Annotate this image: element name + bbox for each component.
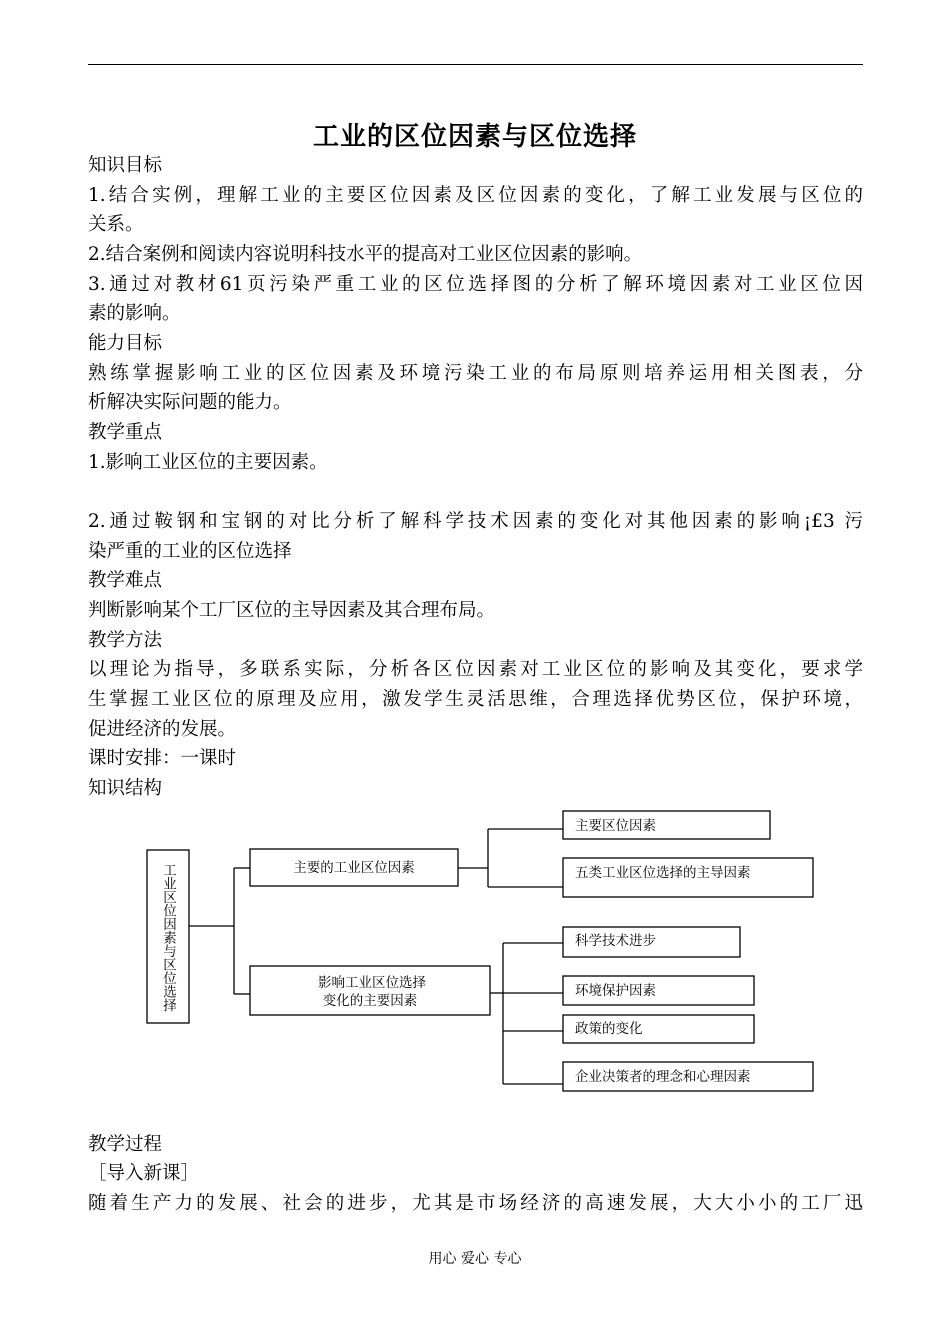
schedule-line: 课时安排：一课时 — [88, 748, 237, 769]
diagram-branch2-label-line2: 变化的主要因素 — [322, 993, 418, 1009]
paragraph-key-2-line2: 染严重的工业的区位选择 — [88, 541, 292, 562]
intro-heading: ［导入新课］ — [88, 1163, 200, 1184]
paragraph-intro-line1: 随着生产力的发展、社会的进步，尤其是市场经济的高速发展，大大小小的工厂迅 — [88, 1193, 863, 1214]
heading-knowledge-goals: 知识目标 — [88, 155, 163, 176]
diagram-item-label: 五类工业区位选择的主导因素 — [575, 865, 751, 881]
paragraph-ability-line2: 析解决实际问题的能力。 — [88, 392, 292, 413]
paragraph-method-line1: 以理论为指导，多联系实际，分析各区位因素对工业区位的影响及其变化，要求学 — [88, 659, 863, 680]
diagram-root-label: 工业区位因素与区位选择 — [160, 863, 176, 1012]
diagram-item-label: 政策的变化 — [575, 1021, 643, 1037]
paragraph-knowledge-3-line1: 3.通过对教材61页污染严重工业的区位选择图的分析了解环境因素对工业区位因 — [88, 274, 863, 295]
heading-teaching-process: 教学过程 — [88, 1134, 163, 1155]
diagram-item-label: 企业决策者的理念和心理因素 — [575, 1069, 751, 1085]
paragraph-knowledge-3-line2: 素的影响。 — [88, 303, 181, 324]
diagram-branch2-label-line1: 影响工业区位选择 — [318, 975, 426, 991]
paragraph-difficulty: 判断影响某个工厂区位的主导因素及其合理布局。 — [88, 600, 496, 621]
diagram-item-label: 环境保护因素 — [575, 983, 656, 999]
diagram-branch1-label: 主要的工业区位因素 — [293, 860, 415, 876]
paragraph-key-2-line1: 2.通过鞍钢和宝钢的对比分析了解科学技术因素的变化对其他因素的影响¡£3 污 — [88, 511, 863, 532]
paragraph-knowledge-1-line1: 1.结合实例，理解工业的主要区位因素及区位因素的变化，了解工业发展与区位的 — [88, 185, 863, 206]
page-footer: 用心 爱心 专心 — [428, 1251, 522, 1267]
paragraph-method-line3: 促进经济的发展。 — [88, 719, 237, 740]
diagram-item-label: 主要区位因素 — [575, 818, 656, 834]
heading-key-points: 教学重点 — [88, 422, 163, 443]
paragraph-key-1: 1.影响工业区位的主要因素。 — [88, 452, 328, 473]
heading-knowledge-structure: 知识结构 — [88, 778, 163, 799]
diagram-item-label: 科学技术进步 — [575, 933, 656, 949]
paragraph-knowledge-2: 2.结合案例和阅读内容说明科技水平的提高对工业区位因素的影响。 — [88, 244, 643, 265]
page-title: 工业的区位因素与区位选择 — [312, 122, 637, 152]
heading-ability-goals: 能力目标 — [88, 333, 163, 354]
paragraph-knowledge-1-line2: 关系。 — [88, 214, 144, 235]
paragraph-method-line2: 生掌握工业区位的原理及应用，激发学生灵活思维，合理选择优势区位，保护环境， — [88, 689, 863, 710]
heading-teaching-method: 教学方法 — [88, 630, 163, 651]
paragraph-ability-line1: 熟练掌握影响工业的区位因素及环境污染工业的布局原则培养运用相关图表，分 — [88, 363, 863, 384]
heading-difficulty: 教学难点 — [88, 570, 163, 591]
